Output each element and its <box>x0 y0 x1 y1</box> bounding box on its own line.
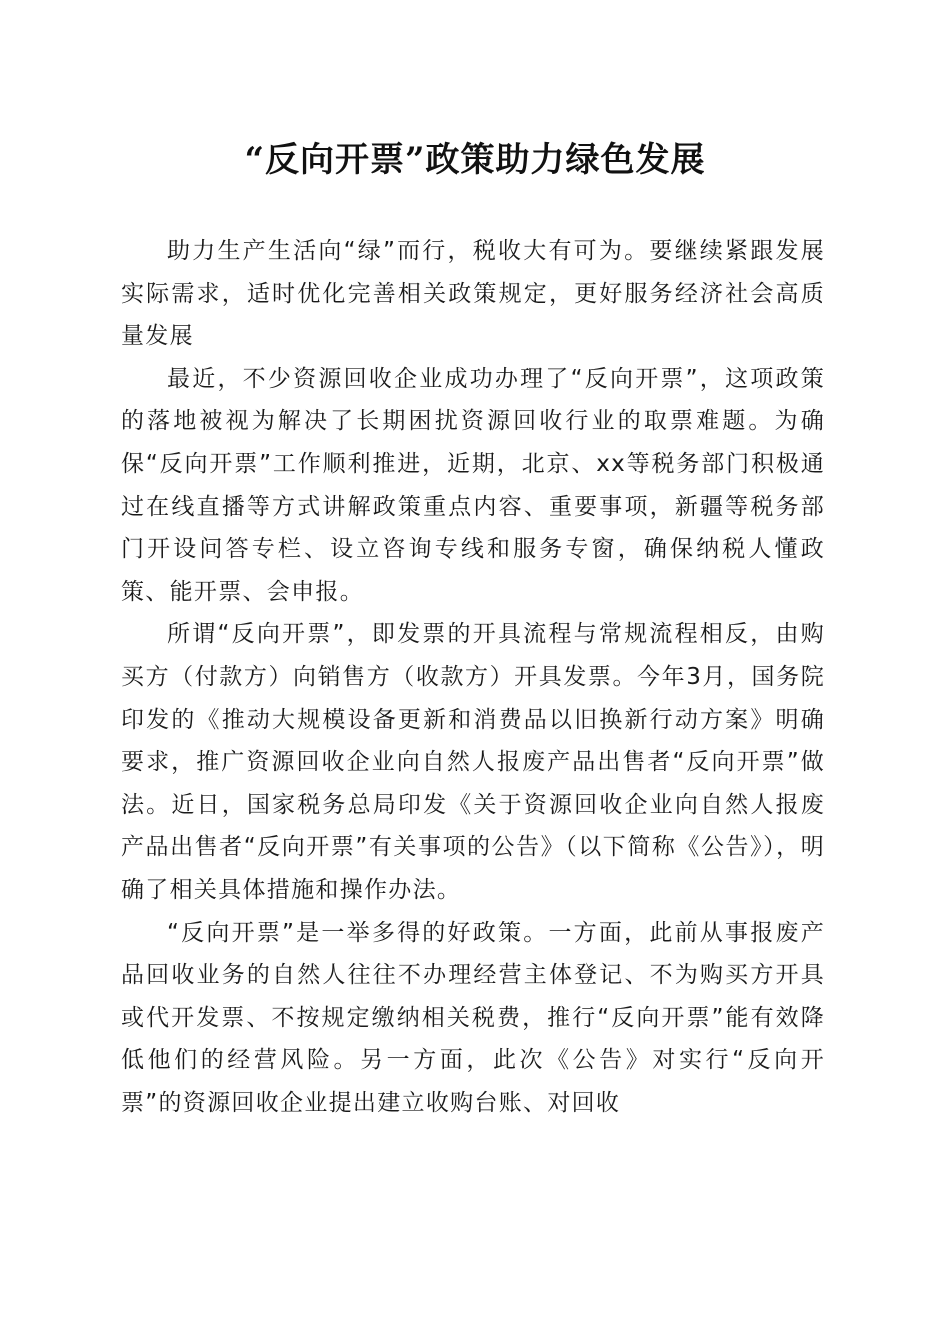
document-title: “反向开票”政策助力绿色发展 <box>244 140 706 180</box>
paragraph: 最近，不少资源回收企业成功办理了“反向开票”，这项政策的落地被视为解决了长期困扰资源回收行业的取票难题。为确保“反向开票”工作顺利推进，近期，北京、xx等税务部门积极通过在线直播等方式讲解政策重点内容、重要事项，新疆等税务部门开设问答专栏、设立咨询专线和服务专窗，确保纳税人懂政策、能开票、会申报。 <box>121 365 825 605</box>
paragraph: “反向开票”是一举多得的好政策。一方面，此前从事报废产品回收业务的自然人往往不办理经营主体登记、不为购买方开具或代开发票、不按规定缴纳相关税费，推行“反向开票”能有效降低他们的经营风险。另一方面，此次《公告》对实行“反向开票”的资源回收企业提出建立收购台账、对回收 <box>121 919 825 1116</box>
paragraph: 助力生产生活向“绿”而行，税收大有可为。要继续紧跟发展实际需求，适时优化完善相关政策规定，更好服务经济社会高质量发展 <box>121 238 825 350</box>
paragraph: 所谓“反向开票”，即发票的开具流程与常规流程相反，由购买方（付款方）向销售方（收款方）开具发票。今年3月，国务院印发的《推动大规模设备更新和消费品以旧换新行动方案》明确要求，推广资源回收企业向自然人报废产品出售者“反向开票”做法。近日，国家税务总局印发《关于资源回收企业向自然人报废产品出售者“反向开票”有关事项的公告》（以下简称《公告》），明确了相关具体措施和操作办法。 <box>121 621 825 903</box>
document-body <box>121 230 825 1124</box>
